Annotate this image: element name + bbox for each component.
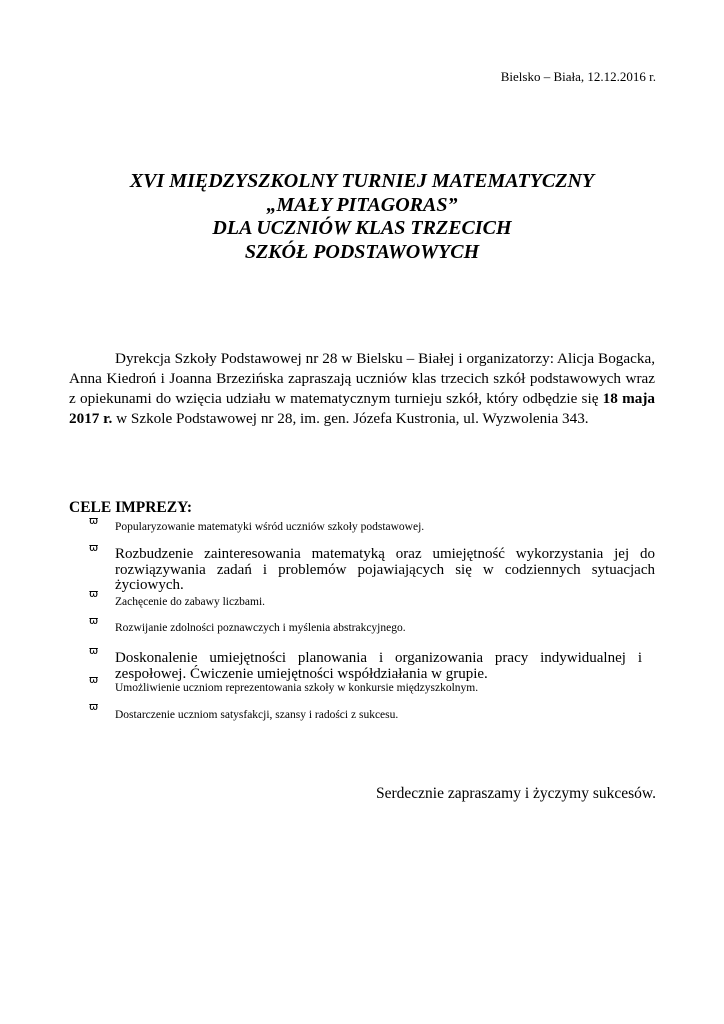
date-line: Bielsko – Biała, 12.12.2016 r.	[500, 69, 656, 84]
goals-heading: CELE IMPREZY:	[69, 499, 193, 516]
goal-item-1: Popularyzowanie matematyki wśród uczniów szkoły podstawowej.	[115, 521, 425, 533]
document-title	[0, 170, 724, 264]
bullet-icon: ϖ	[89, 514, 99, 527]
goal-item-2: Rozbudzenie zainteresowania matematyką oraz umiejętność wykorzystania jej do rozwiązywania zadań i problemów pojawiających się w codziennych sytuacjach życiowych.	[115, 546, 655, 593]
goal-item-3: Zachęcenie do zabawy liczbami.	[115, 596, 266, 608]
event-date: 18 maja 2017 r.	[69, 390, 655, 427]
title-line-3: DLA UCZNIÓW KLAS TRZECICH	[212, 217, 512, 239]
goal-item-5: Doskonalenie umiejętności planowania i organizowania pracy indywidualnej i zespołowej. Ćwiczenie umiejętności współdziałania w grupie.	[115, 650, 642, 682]
bullet-icon: ϖ	[89, 587, 99, 600]
title-line-1: XVI MIĘDZYSZKOLNY TURNIEJ MATEMATYCZNY	[129, 170, 595, 192]
title-line-2: „MAŁY PITAGORAS”	[266, 193, 458, 216]
title-line-4: SZKÓŁ PODSTAWOWYCH	[244, 240, 480, 263]
bullet-icon: ϖ	[89, 673, 99, 686]
bullet-icon: ϖ	[89, 614, 99, 627]
intro-paragraph	[69, 349, 655, 429]
bullet-icon: ϖ	[89, 700, 99, 713]
closing-line: Serdecznie zapraszamy i życzymy sukcesów.	[375, 785, 656, 802]
intro-text-part-1: Dyrekcja Szkoły Podstawowej nr 28 w Bielsku – Białej i organizatorzy: Alicja Bogacka, Anna Kiedroń i Joanna Brzezińska zapraszają uczniów klas trzecich szkół podstawowych wraz z opiekunami do wzięcia udziału w matematycznym turnieju szkół, który odbędzie się	[69, 350, 655, 407]
goal-item-4: Rozwijanie zdolności poznawczych i myślenia abstrakcyjnego.	[115, 622, 406, 634]
goal-item-7: Dostarczenie uczniom satysfakcji, szansy i radości z sukcesu.	[115, 709, 399, 721]
bullet-icon: ϖ	[89, 644, 99, 657]
bullet-icon: ϖ	[89, 541, 99, 554]
goal-item-6: Umożliwienie uczniom reprezentowania szkoły w konkursie międzyszkolnym.	[115, 682, 479, 694]
intro-text-part-2: w Szkole Podstawowej nr 28, im. gen. Józefa Kustronia, ul. Wyzwolenia 343.	[112, 410, 589, 427]
